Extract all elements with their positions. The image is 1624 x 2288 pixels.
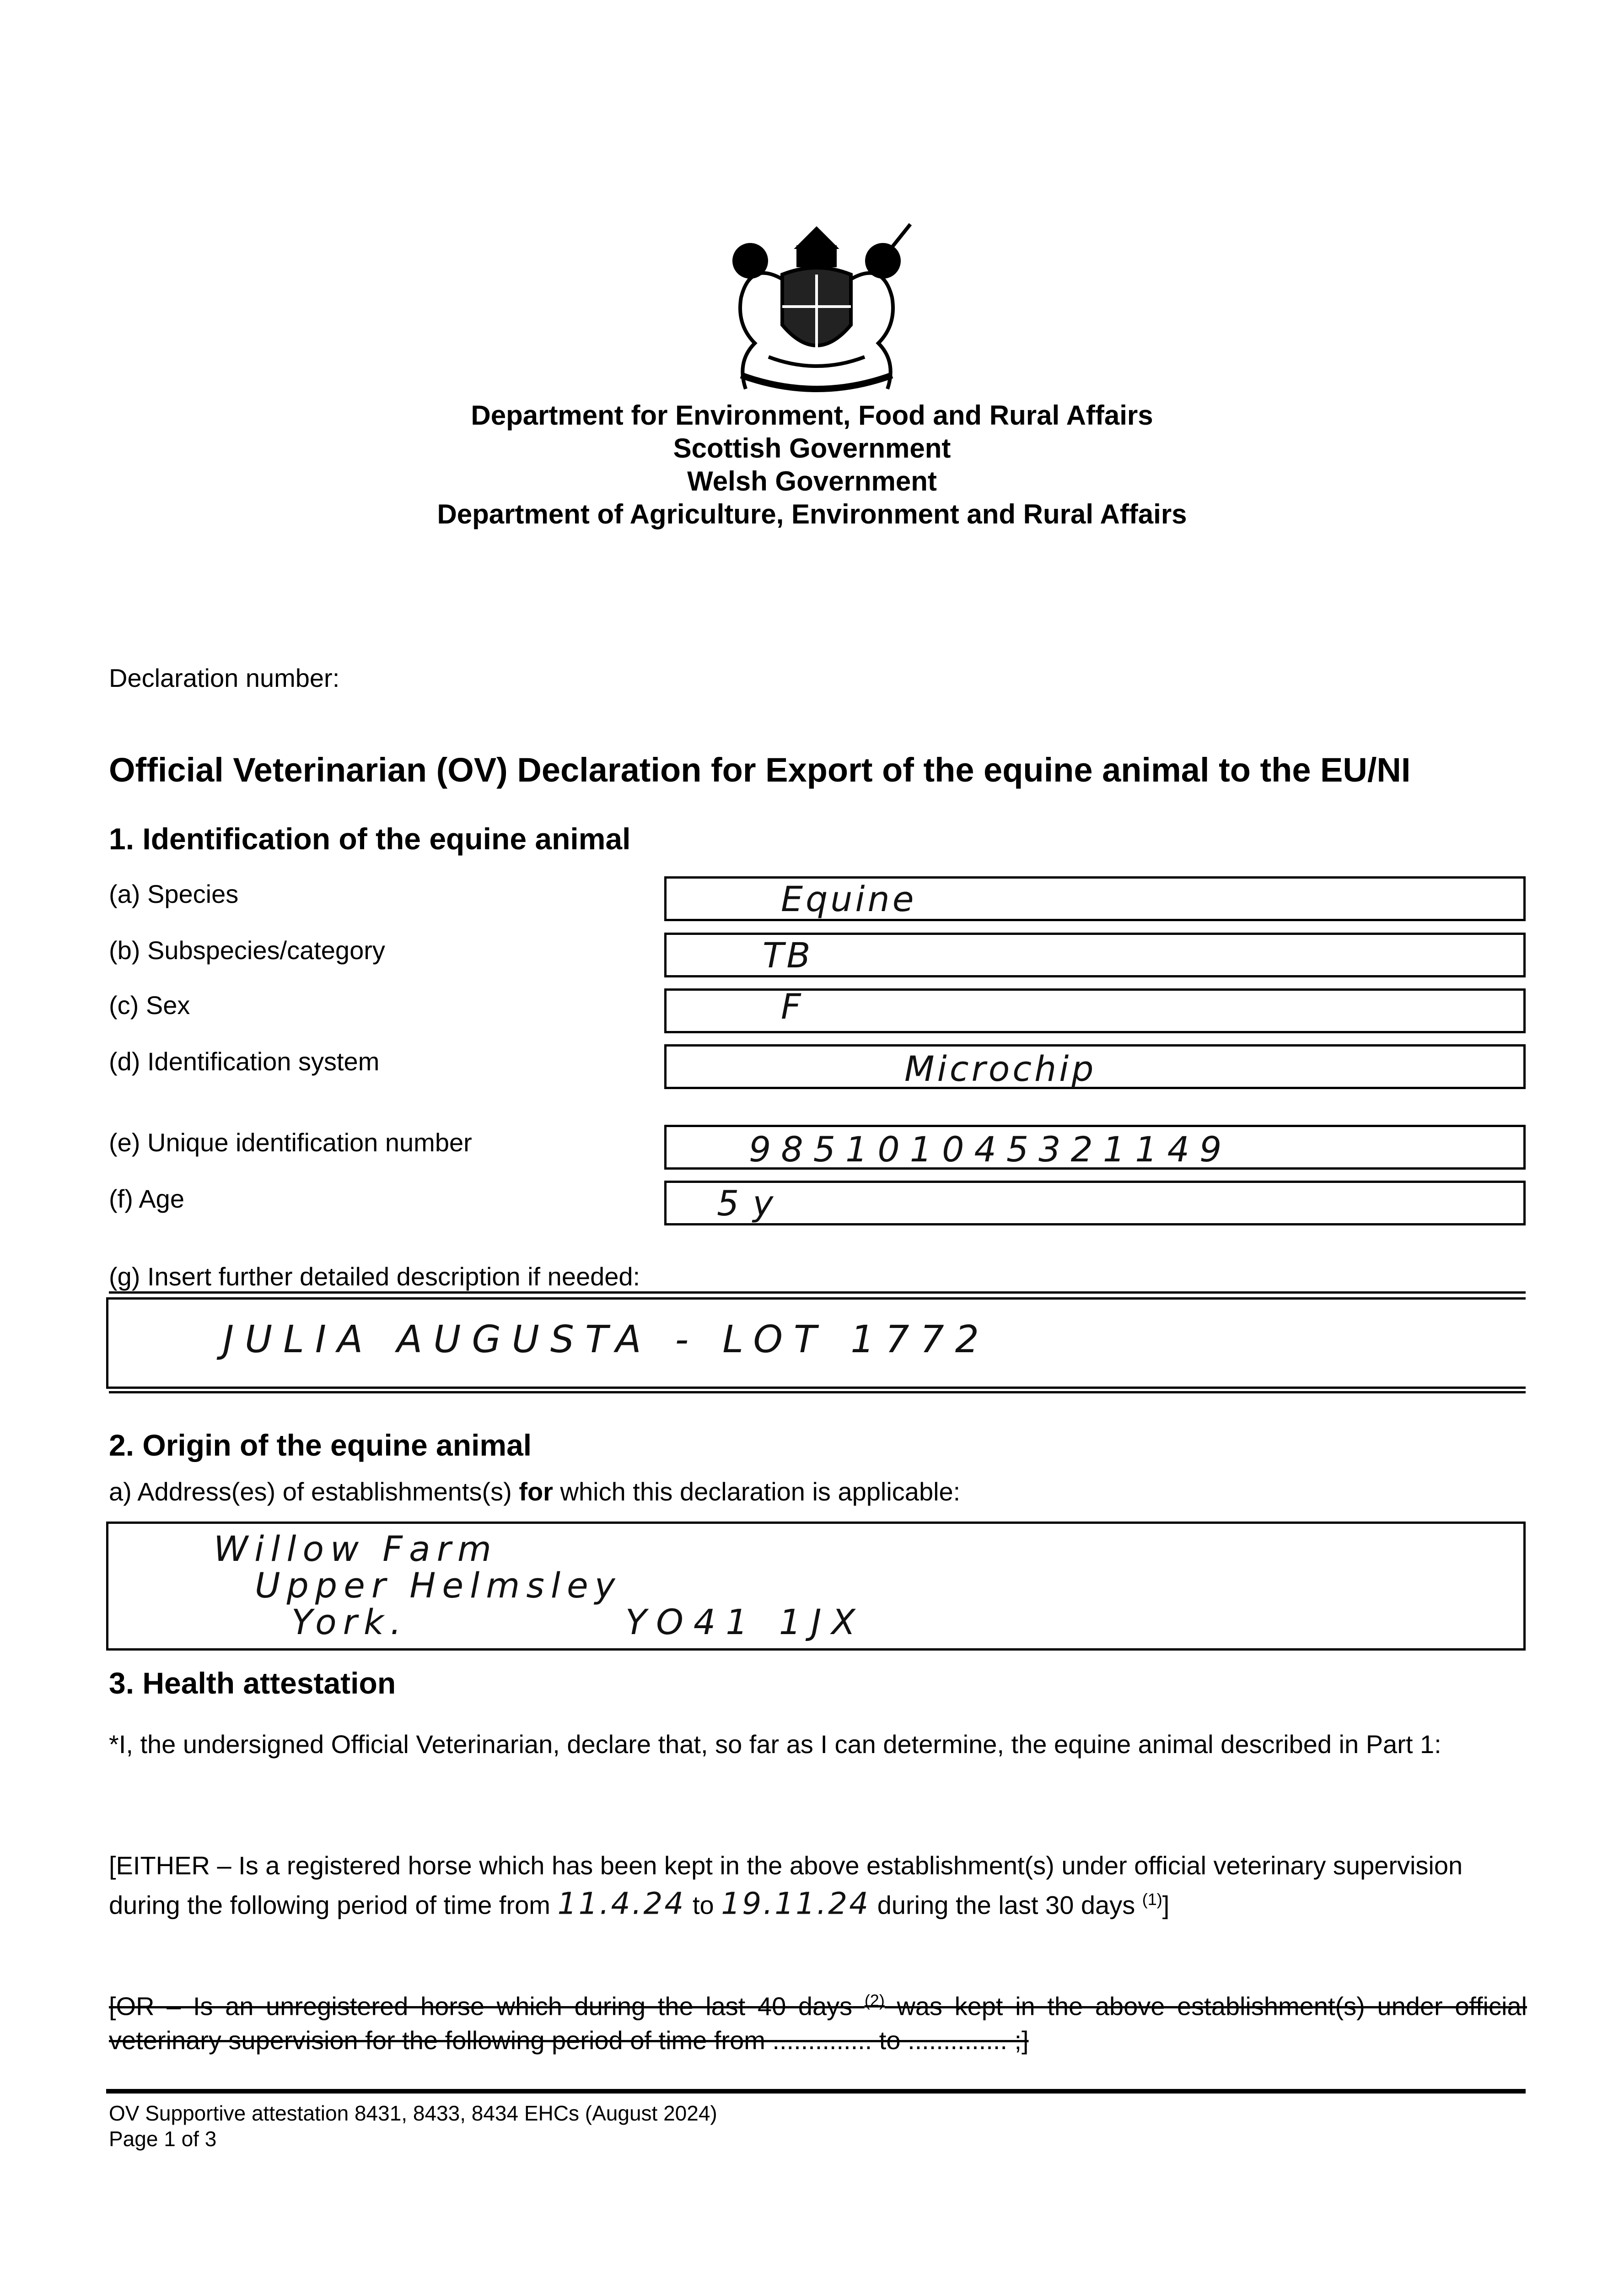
address-line-2: Upper Helmsley: [255, 1565, 622, 1606]
address-line-3: York.: [291, 1602, 408, 1642]
address-field[interactable]: [106, 1522, 1526, 1651]
department-daera: Department of Agriculture, Environment and Rural Affairs: [437, 499, 1187, 529]
sex-value: F: [781, 986, 804, 1027]
address-line-4: YO41 1JX: [625, 1602, 866, 1642]
or-statement-struck: [OR – Is an unregistered horse which during the last 40 days $^{(2)}$ was kept in the above establishment(s) under official veterinary supervision for the following period of time from .............. to .............. ;]: [109, 1991, 1527, 2055]
species-label: (a) Species: [109, 880, 239, 908]
age-value: 5y: [717, 1183, 787, 1224]
unique-id-label: (e) Unique identification number: [109, 1128, 472, 1157]
address-label: a) Address(es) of establishments(s) for which this declaration is applicable:: [109, 1477, 961, 1506]
either-to-date[interactable]: 19.11.24: [721, 1886, 871, 1921]
department-welsh-gov: Welsh Government: [687, 466, 937, 496]
page-number: Page 1 of 3: [109, 2127, 217, 2151]
further-description-label: (g) Insert further detailed description if needed:: [109, 1262, 640, 1291]
age-field[interactable]: [664, 1181, 1526, 1225]
department-scottish-gov: Scottish Government: [673, 433, 951, 464]
species-field[interactable]: [664, 876, 1526, 921]
divider: [109, 1291, 1526, 1294]
subspecies-field[interactable]: [664, 933, 1526, 977]
section2-heading: 2. Origin of the equine animal: [109, 1428, 532, 1462]
identification-system-value: Microchip: [904, 1048, 1097, 1089]
identification-system-label: (d) Identification system: [109, 1047, 380, 1076]
declaration-number-label: Declaration number:: [109, 664, 340, 692]
further-description-field[interactable]: [106, 1297, 1526, 1389]
health-attestation-intro: *I, the undersigned Official Veterinarian, declare that, so far as I can determine, the equine animal described in Part 1:: [109, 1730, 1441, 1759]
sex-label: (c) Sex: [109, 991, 190, 1020]
identification-system-field[interactable]: [664, 1044, 1526, 1089]
subspecies-label: (b) Subspecies/category: [109, 936, 385, 965]
species-value: Equine: [781, 879, 917, 919]
department-defra: Department for Environment, Food and Rural Affairs: [471, 400, 1153, 431]
crest-icon: [714, 220, 920, 403]
unique-id-field[interactable]: [664, 1125, 1526, 1170]
age-label: (f) Age: [109, 1184, 184, 1213]
either-statement: [EITHER – Is a registered horse which has been kept in the above establishment(s) under official veterinary supervision during the following period of time from 11.4.24 to 19.11.24 during the last 30 days $^{(1)}$]: [109, 1851, 1463, 1921]
further-description-value: JULIA AUGUSTA - LOT 1772: [223, 1318, 990, 1361]
unique-id-value: 985101045321149: [749, 1129, 1232, 1170]
section3-heading: 3. Health attestation: [109, 1666, 396, 1700]
footer-attestation-ref: OV Supportive attestation 8431, 8433, 8434 EHCs (August 2024): [109, 2101, 717, 2125]
footer-divider: [106, 2089, 1526, 2094]
either-from-date[interactable]: 11.4.24: [557, 1886, 686, 1921]
page-title: Official Veterinarian (OV) Declaration for Export of the equine animal to the EU/NI: [109, 751, 1411, 789]
section1-heading: 1. Identification of the equine animal: [109, 822, 631, 856]
subspecies-value: TB: [763, 935, 813, 976]
sex-field[interactable]: [664, 988, 1526, 1033]
address-line-1: Willow Farm: [214, 1528, 498, 1569]
divider: [109, 1391, 1526, 1393]
